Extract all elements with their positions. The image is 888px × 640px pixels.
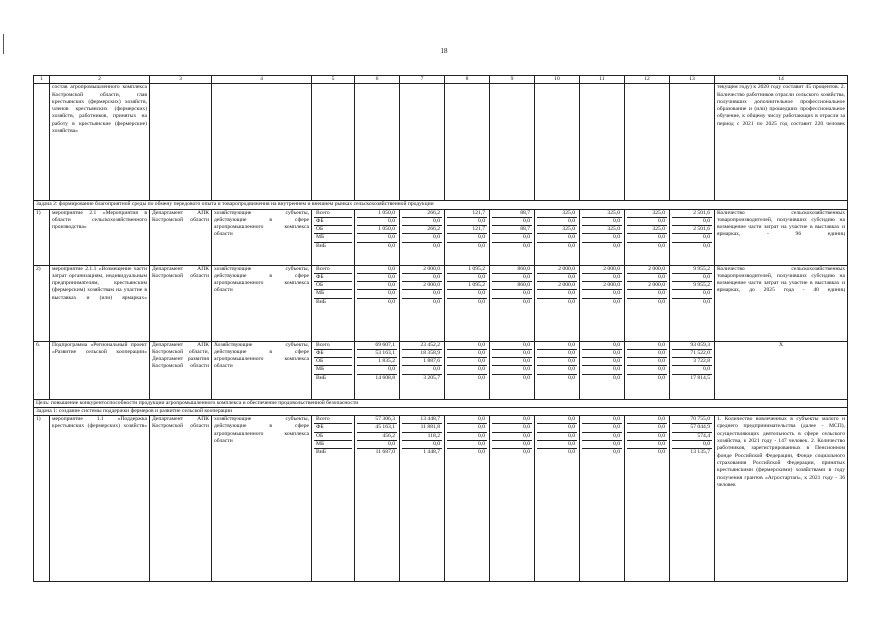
result-cell: текущем году) к 2020 году составит 45 процентов. 2. Количество работников отрасли сельского хозяйства, получивших дополнительное профессиональное образование и (или) прошедших профессиональное обучение, к общему числу работающих в отрасли за период с 2021 по 2025 год составит 220 человек: [715, 84, 848, 201]
empty-cell: [212, 84, 312, 201]
funding-source-label: ФБ: [314, 218, 352, 226]
funding-value: 0,0: [537, 350, 577, 358]
column-number: 9: [490, 76, 535, 84]
funding-value: 0,0: [537, 358, 577, 366]
funding-value: 0,0: [447, 366, 487, 374]
empty-cell: [312, 84, 355, 201]
funding-value: 0,0: [582, 342, 622, 350]
measure-name-cell: состав агропромышленного комплекса Костромской области, глав крестьянских (фермерских) хозяйств, членов крестьянских (фермерских) хозяйств, работников, принятых на работу в крестьянские (фермерские) хозяйства»: [50, 84, 150, 201]
funding-value: 2 000,0: [537, 282, 577, 290]
funding-source-cell: [312, 265, 355, 341]
funding-value: 0,0: [357, 266, 397, 274]
funding-value: 0,0: [537, 290, 577, 298]
funding-source-label: МБ: [314, 366, 352, 374]
column-number: 3: [150, 76, 212, 84]
task-2-row: [34, 201, 848, 209]
funding-value: 0,0: [402, 366, 442, 374]
funding-source-label: МБ: [314, 290, 352, 298]
funding-value: 266,2: [402, 210, 442, 218]
funding-value: 88,7: [492, 210, 532, 218]
funding-value: 0,0: [672, 290, 712, 298]
funding-value: 325,0: [582, 226, 622, 234]
funding-value: 0,0: [627, 416, 667, 424]
funding-value: 2 000,0: [402, 266, 442, 274]
funding-value: 0,0: [703, 242, 710, 249]
funding-value: 0,0: [357, 441, 397, 449]
funding-value: 3 722,8: [672, 358, 712, 366]
funding-value: 0,0: [402, 234, 442, 242]
funding-value: 0,0: [492, 416, 532, 424]
funding-value: 0,0: [627, 350, 667, 358]
funding-source-label: ВнБ: [316, 298, 326, 305]
funding-value: 0,0: [537, 234, 577, 242]
funding-value: 0,0: [523, 449, 530, 456]
funding-value: 456,2: [357, 433, 397, 441]
funding-value: 266,2: [402, 226, 442, 234]
column-number: 6: [355, 76, 400, 84]
funding-value: 0,0: [523, 374, 530, 381]
funding-source-label: ОБ: [314, 282, 352, 290]
funding-value: 0,0: [537, 433, 577, 441]
funding-source-cell: [312, 209, 355, 265]
funding-value: 0,0: [613, 449, 620, 456]
funding-values-cell: [580, 341, 625, 399]
funding-value: 0,0: [388, 298, 395, 305]
measure-name-cell: мероприятие 1.1 «Поддержка крестьянских (фермерских) хозяйств»: [50, 416, 150, 582]
funding-value: 13 448,7: [402, 416, 442, 424]
funding-values-cell: [400, 341, 445, 399]
funding-values-cell: [445, 209, 490, 265]
funding-source-label: ВнБ: [316, 374, 326, 381]
funding-values-cell: [490, 341, 535, 399]
funding-value: 0,0: [537, 274, 577, 282]
funding-value: 325,0: [537, 226, 577, 234]
funding-value: 0,0: [672, 234, 712, 242]
column-number: 13: [670, 76, 715, 84]
funding-value: 0,0: [492, 218, 532, 226]
funding-value: 0,0: [627, 366, 667, 374]
funding-values-cell: [445, 416, 490, 582]
funding-value: 0,0: [658, 298, 665, 305]
table-row: [34, 209, 848, 265]
column-number: 10: [535, 76, 580, 84]
funding-source-label: ОБ: [314, 358, 352, 366]
task-1-row: [34, 407, 848, 415]
funding-value: 0,0: [447, 274, 487, 282]
funding-value: 1 887,6: [402, 358, 442, 366]
funding-value: 0,0: [658, 242, 665, 249]
funding-value: 11 687,0: [375, 449, 395, 456]
funding-values-cell: [535, 341, 580, 399]
funding-value: 2 501,6: [672, 226, 712, 234]
funding-value: 0,0: [537, 416, 577, 424]
funding-values-cell: [445, 341, 490, 399]
measure-name-cell: мероприятие 2.1 «Мероприятия в области сельскохозяйственного производства»: [50, 209, 150, 265]
funding-value: 0,0: [492, 290, 532, 298]
funding-value: 53 163,1: [357, 350, 397, 358]
funding-value: 70 755,0: [672, 416, 712, 424]
funding-value: 0,0: [357, 218, 397, 226]
column-number: 1: [34, 76, 50, 84]
funding-value: 0,0: [627, 441, 667, 449]
funding-value: 0,0: [388, 242, 395, 249]
funding-source-cell: [312, 416, 355, 582]
program-table: [33, 75, 848, 582]
funding-value: 1 835,2: [357, 358, 397, 366]
funding-source-label: МБ: [314, 234, 352, 242]
task-2-row-text: Задача 2: формирование благоприятной среды по обмену передового опыта и товаропродвижения на внутреннем и внешнем рынках сельскохозяйственной продукции: [34, 201, 848, 209]
participants-cell: Хозяйствующие субъекты, действующие в сфере агропромышленного комплекса области: [212, 341, 312, 399]
funding-value: 0,0: [523, 298, 530, 305]
funding-value: 0,0: [523, 242, 530, 249]
executor-cell: Департамент АПК Костромской области: [150, 265, 212, 341]
funding-value: 23 452,2: [402, 342, 442, 350]
funding-value: 325,0: [537, 210, 577, 218]
funding-value: 0,0: [402, 218, 442, 226]
funding-values-cell: [355, 265, 400, 341]
funding-value: 3 205,7: [423, 374, 440, 381]
funding-value: 0,0: [627, 433, 667, 441]
funding-value: 0,0: [492, 424, 532, 432]
funding-value: 0,0: [537, 342, 577, 350]
funding-value: 57 044,9: [672, 424, 712, 432]
funding-source-label: Всего: [314, 266, 352, 274]
funding-values-cell: [580, 265, 625, 341]
funding-value: 0,0: [568, 374, 575, 381]
funding-value: 0,0: [582, 274, 622, 282]
funding-value: 0,0: [672, 441, 712, 449]
funding-value: 0,0: [402, 441, 442, 449]
funding-value: 0,0: [447, 234, 487, 242]
empty-cell: [355, 84, 400, 201]
funding-value: 0,0: [447, 218, 487, 226]
funding-value: 69 607,1: [357, 342, 397, 350]
funding-value: 0,0: [478, 374, 485, 381]
funding-value: 0,0: [582, 416, 622, 424]
row-number: 2): [34, 265, 50, 341]
funding-source-label: Всего: [314, 342, 352, 350]
funding-source-label: МБ: [314, 441, 352, 449]
funding-value: 121,7: [447, 210, 487, 218]
funding-value: 11 881,8: [402, 424, 442, 432]
empty-cell: [490, 84, 535, 201]
funding-value: 2 000,0: [627, 282, 667, 290]
funding-value: 0,0: [627, 234, 667, 242]
funding-value: 0,0: [447, 424, 487, 432]
funding-source-label: ОБ: [314, 433, 352, 441]
funding-value: 0,0: [582, 358, 622, 366]
funding-value: 325,0: [582, 210, 622, 218]
funding-values-cell: [670, 209, 715, 265]
funding-value: 0,0: [537, 218, 577, 226]
funding-value: 0,0: [478, 242, 485, 249]
funding-values-cell: [580, 416, 625, 582]
funding-value: 45 163,1: [357, 424, 397, 432]
funding-values-cell: [670, 341, 715, 399]
funding-value: 0,0: [537, 441, 577, 449]
funding-value: 2 000,0: [627, 266, 667, 274]
funding-values-cell: [535, 416, 580, 582]
result-cell: Х: [715, 341, 848, 399]
funding-value: 0,0: [492, 433, 532, 441]
funding-value: 0,0: [357, 366, 397, 374]
funding-value: 9 955,2: [672, 266, 712, 274]
table-row: [34, 416, 848, 582]
funding-value: 57 306,3: [357, 416, 397, 424]
participants-cell: хозяйствующие субъекты, действующие в сфере агропромышленного комплекса области: [212, 416, 312, 582]
funding-value: 0,0: [492, 441, 532, 449]
funding-value: 0,0: [568, 449, 575, 456]
funding-value: 0,0: [582, 424, 622, 432]
funding-values-cell: [355, 416, 400, 582]
funding-value: 0,0: [582, 350, 622, 358]
executor-cell: Департамент АПК Костромской области, Департамент развития Костромской области: [150, 341, 212, 399]
empty-cell: [625, 84, 670, 201]
funding-value: 0,0: [582, 234, 622, 242]
funding-source-label: Всего: [314, 416, 352, 424]
funding-value: 118,2: [402, 433, 442, 441]
funding-value: 0,0: [402, 290, 442, 298]
funding-value: 0,0: [613, 242, 620, 249]
funding-value: 1 050,0: [357, 210, 397, 218]
funding-value: 0,0: [433, 242, 440, 249]
funding-value: 0,0: [627, 424, 667, 432]
funding-value: 1 095,2: [447, 282, 487, 290]
executor-cell: Департамент АПК Костромской области: [150, 209, 212, 265]
funding-value: 71 522,0: [672, 350, 712, 358]
row-number: 1): [34, 416, 50, 582]
row-number: 1): [34, 209, 50, 265]
funding-values-cell: [625, 341, 670, 399]
funding-values-cell: [625, 209, 670, 265]
funding-value: 0,0: [582, 433, 622, 441]
column-header-row: [34, 76, 848, 84]
result-cell: Количество сельскохозяйственных товаропроизводителей, получивших субсидию на возмещение части затрат на участие в выставках и ярмарках, до 2025 года - 40 единиц: [715, 265, 848, 341]
table-row: [34, 265, 848, 341]
participants-cell: хозяйствующие субъекты, действующие в сфере агропромышленного комплекса области: [212, 209, 312, 265]
funding-source-label: ВнБ: [316, 242, 326, 249]
funding-value: 0,0: [357, 234, 397, 242]
funding-value: 0,0: [447, 350, 487, 358]
funding-value: 9 955,2: [672, 282, 712, 290]
empty-cell: [150, 84, 212, 201]
funding-value: 0,0: [537, 424, 577, 432]
funding-value: 0,0: [433, 298, 440, 305]
column-number: 7: [400, 76, 445, 84]
goal-row: [34, 399, 848, 407]
funding-value: 1 050,0: [357, 226, 397, 234]
funding-value: 17 814,5: [690, 374, 710, 381]
funding-value: 325,0: [627, 226, 667, 234]
funding-value: 2 000,0: [537, 266, 577, 274]
funding-value: 1 448,7: [423, 449, 440, 456]
funding-values-cell: [490, 209, 535, 265]
funding-value: 0,0: [492, 234, 532, 242]
funding-source-label: ОБ: [314, 226, 352, 234]
funding-value: 13 135,7: [690, 449, 710, 456]
funding-values-cell: [490, 265, 535, 341]
funding-value: 0,0: [627, 342, 667, 350]
funding-value: 2 000,0: [582, 266, 622, 274]
funding-value: 0,0: [447, 441, 487, 449]
funding-value: 0,0: [447, 416, 487, 424]
funding-values-cell: [490, 416, 535, 582]
funding-value: 0,0: [627, 218, 667, 226]
funding-value: 0,0: [478, 449, 485, 456]
row-number: 6.: [34, 341, 50, 399]
column-number: 14: [715, 76, 848, 84]
measure-name-cell: Подпрограмма «Региональный проект «Развитие сельской кооперации»: [50, 341, 150, 399]
funding-value: 0,0: [627, 290, 667, 298]
funding-source-label: ФБ: [314, 350, 352, 358]
empty-cell: [445, 84, 490, 201]
funding-value: 0,0: [447, 342, 487, 350]
participants-cell: хозяйствующие субъекты, действующие в сфере агропромышленного комплекса области: [212, 265, 312, 341]
table-row: [34, 84, 848, 201]
funding-value: 0,0: [357, 274, 397, 282]
funding-value: 121,7: [447, 226, 487, 234]
column-number: 2: [50, 76, 150, 84]
funding-value: 0,0: [613, 374, 620, 381]
empty-cell: [400, 84, 445, 201]
column-number: 5: [312, 76, 355, 84]
funding-source-label: ВнБ: [316, 449, 326, 456]
funding-value: 0,0: [568, 242, 575, 249]
column-number: 12: [625, 76, 670, 84]
page-number: 18: [440, 47, 448, 55]
funding-value: 0,0: [672, 366, 712, 374]
row-number-cell: [34, 84, 50, 201]
funding-value: 0,0: [492, 358, 532, 366]
funding-value: 0,0: [492, 342, 532, 350]
funding-values-cell: [535, 265, 580, 341]
funding-value: 860,0: [492, 266, 532, 274]
funding-value: 2 501,6: [672, 210, 712, 218]
funding-value: 0,0: [582, 290, 622, 298]
goal-row-text: Цель: повышение конкурентоспособности продукции агропромышленного комплекса и обеспечение продовольственной безопасности: [34, 399, 848, 407]
funding-values-cell: [625, 265, 670, 341]
funding-value: 0,0: [568, 298, 575, 305]
funding-value: 2 000,0: [582, 282, 622, 290]
funding-value: 0,0: [672, 274, 712, 282]
funding-value: 0,0: [492, 366, 532, 374]
funding-value: 0,0: [658, 449, 665, 456]
funding-value: 0,0: [613, 298, 620, 305]
funding-values-cell: [580, 209, 625, 265]
funding-value: 0,0: [447, 358, 487, 366]
funding-values-cell: [670, 416, 715, 582]
funding-value: 0,0: [357, 290, 397, 298]
funding-values-cell: [445, 265, 490, 341]
funding-value: 0,0: [582, 366, 622, 374]
task-1-row-text: Задача 1: создание системы поддержки фермеров и развитие сельской кооперации: [34, 407, 848, 415]
funding-source-label: ФБ: [314, 424, 352, 432]
funding-value: 14 608,8: [375, 374, 395, 381]
funding-value: 860,0: [492, 282, 532, 290]
empty-cell: [580, 84, 625, 201]
funding-value: 0,0: [447, 433, 487, 441]
funding-source-label: Всего: [314, 210, 352, 218]
funding-value: 2 000,0: [402, 282, 442, 290]
funding-value: 0,0: [478, 298, 485, 305]
column-number: 8: [445, 76, 490, 84]
funding-values-cell: [670, 265, 715, 341]
funding-values-cell: [355, 341, 400, 399]
funding-source-label: ФБ: [314, 274, 352, 282]
funding-value: 0,0: [357, 282, 397, 290]
column-number: 4: [212, 76, 312, 84]
funding-value: 574,4: [672, 433, 712, 441]
funding-value: 0,0: [402, 274, 442, 282]
funding-value: 0,0: [672, 218, 712, 226]
funding-values-cell: [355, 209, 400, 265]
measure-name-cell: мероприятие 2.1.1 «Возмещение части затрат организациям, индивидуальным предпринимателям, крестьянским (фермерским) хозяйствам на участие в выставках и (или) ярмарках»: [50, 265, 150, 341]
funding-value: 93 059,3: [672, 342, 712, 350]
funding-value: 18 358,9: [402, 350, 442, 358]
funding-values-cell: [625, 416, 670, 582]
funding-source-cell: [312, 341, 355, 399]
funding-values-cell: [400, 416, 445, 582]
funding-value: 0,0: [627, 274, 667, 282]
funding-values-cell: [400, 209, 445, 265]
table-row: [34, 341, 848, 399]
funding-value: 325,0: [627, 210, 667, 218]
funding-value: 0,0: [582, 441, 622, 449]
funding-value: 0,0: [627, 358, 667, 366]
funding-value: 0,0: [703, 298, 710, 305]
result-cell: Количество сельскохозяйственных товаропроизводителей, получивших субсидию на возмещение части затрат на участие в выставках и ярмарках, - 96 единиц: [715, 209, 848, 265]
funding-values-cell: [535, 209, 580, 265]
funding-value: 0,0: [492, 350, 532, 358]
executor-cell: Департамент АПК Костромской области: [150, 416, 212, 582]
column-number: 11: [580, 76, 625, 84]
empty-cell: [670, 84, 715, 201]
empty-cell: [535, 84, 580, 201]
funding-value: 0,0: [582, 218, 622, 226]
funding-values-cell: [400, 265, 445, 341]
funding-value: 0,0: [492, 274, 532, 282]
funding-value: 1 095,2: [447, 266, 487, 274]
funding-value: 0,0: [537, 366, 577, 374]
funding-value: 88,7: [492, 226, 532, 234]
result-cell: 1. Количество вовлеченных в субъекты малого и среднего предпринимательства (далее - МСП), осуществляющих деятельность в сфере сельского хозяйства, к 2021 году - 147 человек. 2. Количество работников, зарегистрированных в Пенсионном фонде Российской Федерации, Фонде социального страхования Российской Федерации, принятых крестьянскими (фермерскими) хозяйствами в году получения грантов «Агростартап», к 2021 году - 36 человек: [715, 416, 848, 582]
funding-value: 0,0: [658, 374, 665, 381]
funding-value: 0,0: [447, 290, 487, 298]
